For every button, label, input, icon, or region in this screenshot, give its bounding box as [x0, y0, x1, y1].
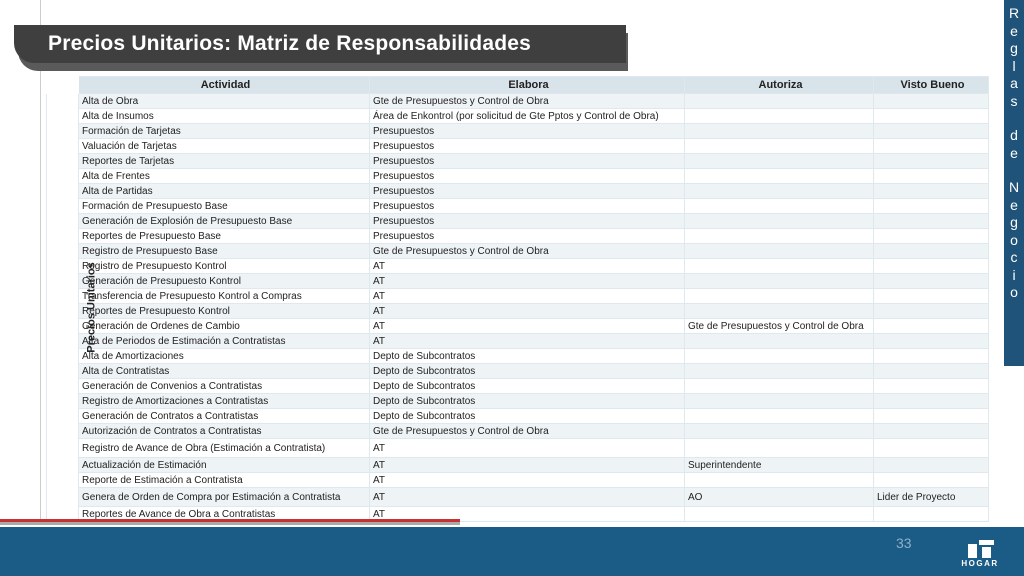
cell-autoriza [685, 229, 874, 244]
side-label-letter: o [1010, 231, 1018, 248]
cell-elabora: AT [370, 488, 685, 507]
table-row [47, 473, 989, 488]
table-row [47, 394, 989, 409]
cell-actividad: Alta de Obra [79, 94, 370, 109]
header-corner [47, 77, 79, 94]
cell-visto-bueno [874, 334, 989, 349]
cell-visto-bueno [874, 199, 989, 214]
side-label-letter: l [1012, 57, 1016, 74]
side-label-letter: g [1010, 40, 1018, 56]
row-group-label [47, 94, 98, 522]
side-label-letter: a [1010, 75, 1018, 91]
cell-visto-bueno [874, 304, 989, 319]
cell-visto-bueno [874, 184, 989, 199]
cell-actividad: Generación de Convenios a Contratistas [79, 379, 370, 394]
cell-actividad: Alta de Amortizaciones [79, 349, 370, 364]
cell-actividad: Reportes de Presupuesto Kontrol [79, 304, 370, 319]
cell-actividad: Transferencia de Presupuesto Kontrol a Compras [79, 289, 370, 304]
cell-elabora: Presupuestos [370, 229, 685, 244]
page-title: Precios Unitarios: Matriz de Responsabilidades [48, 32, 531, 55]
table-row [47, 169, 989, 184]
cell-actividad: Genera de Orden de Compra por Estimación a Contratista [79, 488, 370, 507]
cell-elabora: AT [370, 259, 685, 274]
cell-visto-bueno [874, 244, 989, 259]
side-label-letter: e [1010, 144, 1018, 161]
header-row [47, 77, 989, 94]
cell-elabora: Área de Enkontrol (por solicitud de Gte Pptos y Control de Obra) [370, 109, 685, 124]
cell-actividad: Alta de Contratistas [79, 364, 370, 379]
cell-visto-bueno [874, 124, 989, 139]
cell-actividad: Registro de Presupuesto Kontrol [79, 259, 370, 274]
cell-elabora: Gte de Presupuestos y Control de Obra [370, 424, 685, 439]
cell-autoriza: Superintendente [685, 458, 874, 473]
cell-autoriza [685, 439, 874, 458]
cell-elabora: Depto de Subcontratos [370, 364, 685, 379]
cell-autoriza [685, 507, 874, 522]
cell-actividad: Actualización de Estimación [79, 458, 370, 473]
table-row [47, 184, 989, 199]
cell-visto-bueno [874, 319, 989, 334]
cell-elabora: Presupuestos [370, 199, 685, 214]
table-row [47, 364, 989, 379]
table-row [47, 199, 989, 214]
cell-elabora: AT [370, 458, 685, 473]
table-row [47, 139, 989, 154]
cell-actividad: Formación de Tarjetas [79, 124, 370, 139]
column-header-visto-bueno: Visto Bueno [874, 77, 989, 94]
column-header-actividad: Actividad [79, 77, 370, 94]
footer-accent-gray [0, 522, 460, 525]
cell-elabora: Presupuestos [370, 139, 685, 154]
cell-autoriza [685, 364, 874, 379]
cell-visto-bueno [874, 349, 989, 364]
cell-actividad: Generación de Presupuesto Kontrol [79, 274, 370, 289]
cell-elabora: Depto de Subcontratos [370, 349, 685, 364]
cell-visto-bueno [874, 139, 989, 154]
hogar-logo-icon [968, 540, 994, 558]
cell-visto-bueno [874, 214, 989, 229]
table-row [47, 349, 989, 364]
cell-actividad: Registro de Avance de Obra (Estimación a Contratista) [79, 439, 370, 458]
cell-elabora: AT [370, 439, 685, 458]
cell-autoriza [685, 244, 874, 259]
cell-elabora: AT [370, 289, 685, 304]
cell-actividad: Generación de Explosión de Presupuesto Base [79, 214, 370, 229]
cell-actividad: Reportes de Tarjetas [79, 154, 370, 169]
cell-autoriza [685, 379, 874, 394]
table-row [47, 274, 989, 289]
cell-elabora: Presupuestos [370, 214, 685, 229]
column-header-elabora: Elabora [370, 77, 685, 94]
cell-autoriza [685, 409, 874, 424]
table-row [47, 334, 989, 349]
title-bar [14, 25, 626, 63]
table-row [47, 244, 989, 259]
cell-actividad: Registro de Presupuesto Base [79, 244, 370, 259]
table-row [47, 379, 989, 394]
cell-actividad: Alta de Periodos de Estimación a Contratistas [79, 334, 370, 349]
cell-elabora: Depto de Subcontratos [370, 409, 685, 424]
footer-bar [0, 527, 1024, 576]
cell-actividad: Registro de Amortizaciones a Contratistas [79, 394, 370, 409]
table-row [47, 409, 989, 424]
cell-actividad: Alta de Partidas [79, 184, 370, 199]
cell-visto-bueno [874, 458, 989, 473]
cell-elabora: AT [370, 319, 685, 334]
side-label-letter: i [1012, 266, 1016, 283]
cell-autoriza [685, 184, 874, 199]
cell-visto-bueno [874, 394, 989, 409]
table-row [47, 154, 989, 169]
side-label-letter: d [1010, 127, 1018, 143]
cell-elabora: AT [370, 473, 685, 488]
table-row [47, 439, 989, 458]
cell-actividad: Reportes de Presupuesto Base [79, 229, 370, 244]
table-row [47, 214, 989, 229]
table-row [47, 319, 989, 334]
side-label-letter: R [1008, 5, 1020, 21]
hogar-logo-text: HOGAR [961, 559, 999, 568]
cell-autoriza [685, 214, 874, 229]
cell-autoriza [685, 304, 874, 319]
cell-elabora: Presupuestos [370, 124, 685, 139]
column-header-autoriza: Autoriza [685, 77, 874, 94]
cell-visto-bueno [874, 379, 989, 394]
side-label-letter: g [1010, 214, 1018, 230]
cell-actividad: Generación de Ordenes de Cambio [79, 319, 370, 334]
table-row [47, 109, 989, 124]
cell-actividad: Alta de Insumos [79, 109, 370, 124]
cell-actividad: Valuación de Tarjetas [79, 139, 370, 154]
cell-actividad: Formación de Presupuesto Base [79, 199, 370, 214]
cell-actividad: Generación de Contratos a Contratistas [79, 409, 370, 424]
cell-autoriza [685, 124, 874, 139]
cell-autoriza [685, 199, 874, 214]
cell-visto-bueno [874, 473, 989, 488]
side-label-letter: N [1008, 179, 1020, 195]
table-row [47, 229, 989, 244]
cell-elabora: AT [370, 507, 685, 522]
cell-autoriza [685, 154, 874, 169]
cell-visto-bueno [874, 94, 989, 109]
cell-autoriza [685, 274, 874, 289]
cell-autoriza [685, 94, 874, 109]
cell-autoriza [685, 109, 874, 124]
cell-visto-bueno [874, 274, 989, 289]
table-row [47, 458, 989, 473]
table-row [47, 304, 989, 319]
cell-visto-bueno [874, 229, 989, 244]
cell-elabora: Gte de Presupuestos y Control de Obra [370, 244, 685, 259]
responsibility-matrix [46, 76, 988, 520]
side-label-letter: e [1010, 22, 1018, 39]
row-group-label-text: Precios Unitarios [85, 262, 98, 353]
cell-actividad: Reportes de Avance de Obra a Contratistas [79, 507, 370, 522]
hogar-logo [960, 540, 1000, 572]
cell-elabora: Depto de Subcontratos [370, 379, 685, 394]
cell-visto-bueno [874, 439, 989, 458]
side-label-letter: o [1010, 284, 1018, 300]
cell-actividad: Autorización de Contratos a Contratistas [79, 424, 370, 439]
side-label-letter: c [1010, 249, 1018, 265]
cell-visto-bueno [874, 424, 989, 439]
cell-elabora: Depto de Subcontratos [370, 394, 685, 409]
table-row [47, 124, 989, 139]
cell-visto-bueno [874, 409, 989, 424]
cell-visto-bueno [874, 109, 989, 124]
left-divider-line [40, 0, 41, 520]
cell-autoriza [685, 259, 874, 274]
cell-autoriza [685, 349, 874, 364]
cell-visto-bueno: Lider de Proyecto [874, 488, 989, 507]
table-row [47, 488, 989, 507]
side-label-letter: e [1010, 196, 1018, 213]
table-row [47, 289, 989, 304]
cell-autoriza: AO [685, 488, 874, 507]
cell-elabora: Gte de Presupuestos y Control de Obra [370, 94, 685, 109]
cell-visto-bueno [874, 364, 989, 379]
side-label-panel [1004, 0, 1024, 366]
cell-visto-bueno [874, 169, 989, 184]
cell-elabora: Presupuestos [370, 154, 685, 169]
table-row [47, 424, 989, 439]
cell-actividad: Reporte de Estimación a Contratista [79, 473, 370, 488]
side-label-letter: s [1010, 92, 1018, 109]
cell-elabora: AT [370, 334, 685, 349]
cell-visto-bueno [874, 289, 989, 304]
cell-autoriza [685, 289, 874, 304]
cell-autoriza [685, 394, 874, 409]
cell-autoriza: Gte de Presupuestos y Control de Obra [685, 319, 874, 334]
cell-visto-bueno [874, 154, 989, 169]
cell-elabora: Presupuestos [370, 184, 685, 199]
cell-visto-bueno [874, 259, 989, 274]
cell-elabora: Presupuestos [370, 169, 685, 184]
cell-visto-bueno [874, 507, 989, 522]
cell-autoriza [685, 424, 874, 439]
cell-autoriza [685, 139, 874, 154]
cell-elabora: AT [370, 274, 685, 289]
cell-actividad: Alta de Frentes [79, 169, 370, 184]
matrix-table [46, 76, 989, 522]
table-row [47, 259, 989, 274]
cell-autoriza [685, 334, 874, 349]
table-row [47, 94, 989, 109]
cell-elabora: AT [370, 304, 685, 319]
cell-autoriza [685, 169, 874, 184]
cell-autoriza [685, 473, 874, 488]
page-number: 33 [896, 535, 912, 551]
